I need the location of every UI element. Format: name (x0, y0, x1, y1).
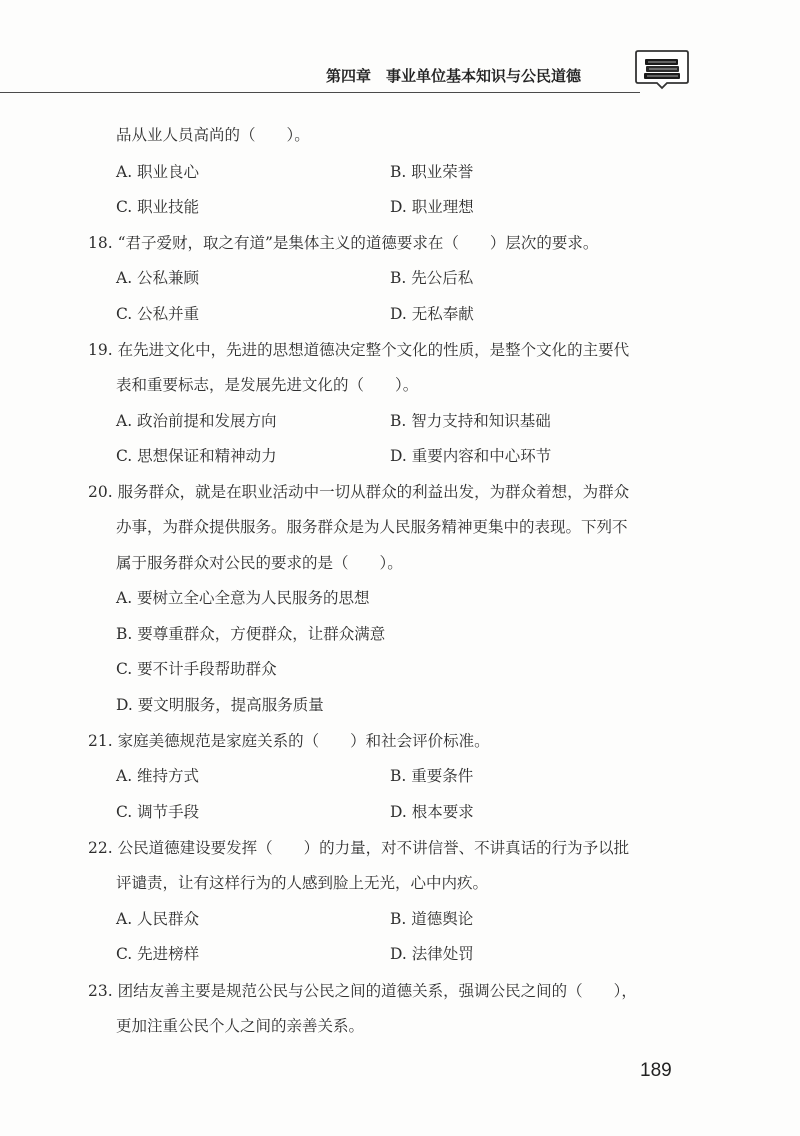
q20-option-b: B. 要尊重群众，方便群众，让群众满意 (116, 625, 386, 643)
q17-option-c: C. 职业技能 (116, 198, 200, 216)
q18-option-a: A. 公私兼顾 (116, 269, 200, 287)
q21-option-a: A. 维持方式 (116, 767, 200, 785)
q21-option-d: D. 根本要求 (390, 803, 474, 821)
q17-option-d: D. 职业理想 (390, 198, 474, 216)
q22-option-b: B. 道德舆论 (390, 910, 474, 928)
q18-option-b: B. 先公后私 (390, 269, 474, 287)
header-rule (0, 92, 640, 93)
q20-stem-line2: 办事，为群众提供服务。服务群众是为人民服务精神更集中的表现。下列不 (116, 518, 628, 536)
q22-option-d: D. 法律处罚 (390, 945, 474, 963)
q22-option-c: C. 先进榜样 (116, 945, 200, 963)
q20-option-c: C. 要不计手段帮助群众 (116, 660, 277, 678)
q19-option-c: C. 思想保证和精神动力 (116, 447, 277, 465)
book-stack-icon (634, 48, 690, 90)
q18-option-d: D. 无私奉献 (390, 305, 474, 323)
q20-stem-line3: 属于服务群众对公民的要求的是（ ）。 (116, 554, 403, 572)
q18-option-c: C. 公私并重 (116, 305, 200, 323)
q23-stem-line1: 23. 团结友善主要是规范公民与公民之间的道德关系，强调公民之间的（ ）， (88, 982, 637, 1000)
q19-stem-line2: 表和重要标志，是发展先进文化的（ ）。 (116, 376, 419, 394)
q20-stem-line1: 20. 服务群众，就是在职业活动中一切从群众的利益出发，为群众着想，为群众 (88, 483, 630, 501)
q17-option-a: A. 职业良心 (116, 163, 200, 181)
q19-option-d: D. 重要内容和中心环节 (390, 447, 552, 465)
chapter-header-title: 第四章 事业单位基本知识与公民道德 (326, 67, 582, 85)
q21-option-b: B. 重要条件 (390, 767, 474, 785)
q19-option-a: A. 政治前提和发展方向 (116, 412, 277, 430)
q19-stem-line1: 19. 在先进文化中，先进的思想道德决定整个文化的性质，是整个文化的主要代 (88, 341, 630, 359)
q17-stem-continuation: 品从业人员高尚的（ ）。 (116, 126, 310, 144)
q22-option-a: A. 人民群众 (116, 910, 200, 928)
q19-option-b: B. 智力支持和知识基础 (390, 412, 551, 430)
page-number: 189 (640, 1060, 672, 1081)
q21-stem: 21. 家庭美德规范是家庭关系的（ ）和社会评价标准。 (88, 732, 490, 750)
q22-stem-line1: 22. 公民道德建设要发挥（ ）的力量，对不讲信誉、不讲真话的行为予以批 (88, 839, 630, 857)
q20-option-a: A. 要树立全心全意为人民服务的思想 (116, 589, 370, 607)
q18-stem: 18. “君子爱财，取之有道”是集体主义的道德要求在（ ）层次的要求。 (88, 234, 599, 252)
q21-option-c: C. 调节手段 (116, 803, 200, 821)
q17-option-b: B. 职业荣誉 (390, 163, 474, 181)
q20-option-d: D. 要文明服务，提高服务质量 (116, 696, 324, 714)
q23-stem-line2: 更加注重公民个人之间的亲善关系。 (116, 1017, 365, 1035)
q22-stem-line2: 评谴责，让有这样行为的人感到脸上无光，心中内疚。 (116, 874, 489, 892)
